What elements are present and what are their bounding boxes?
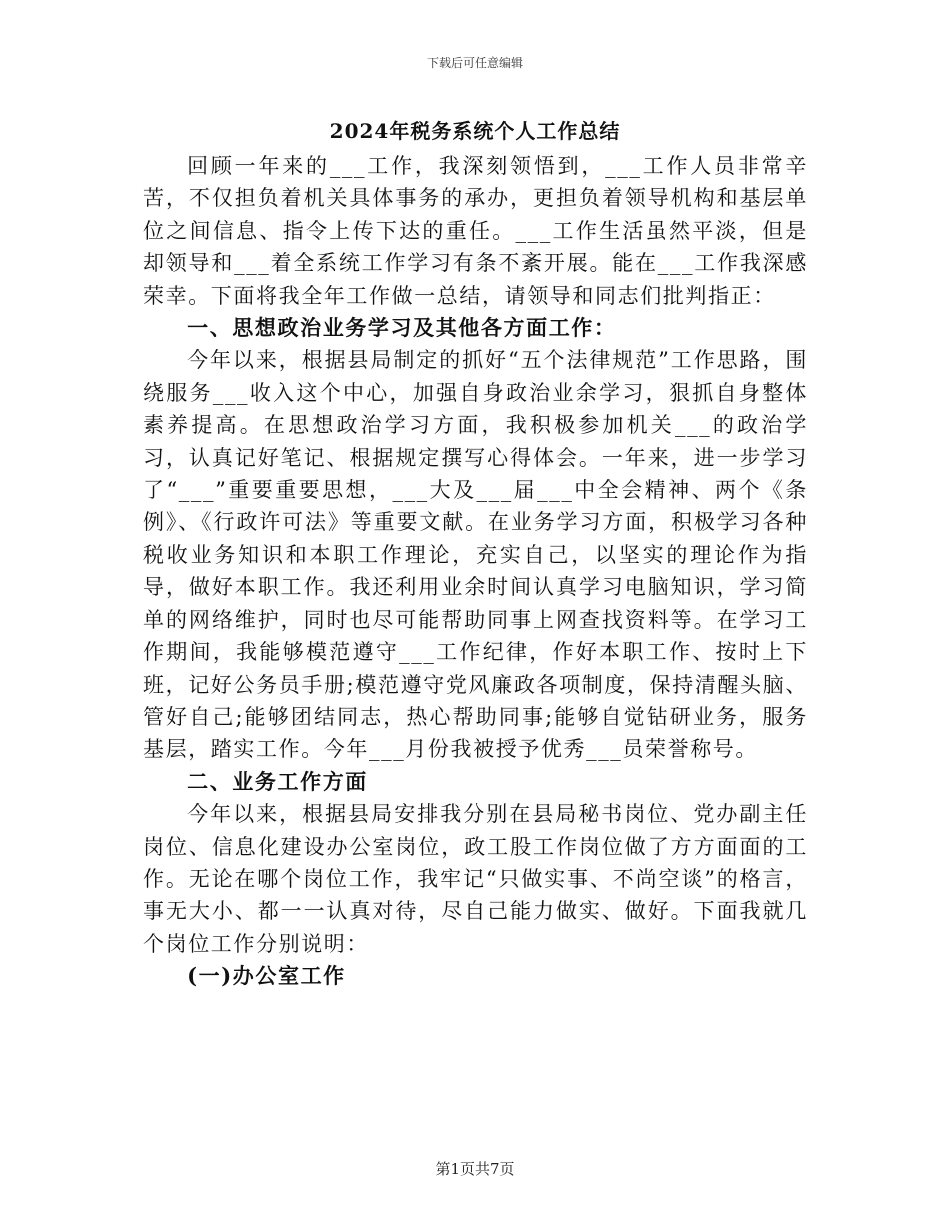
document-title: 2024年税务系统个人工作总结 [329,119,621,143]
page-header-note: 下载后可任意编辑 [426,56,523,70]
paragraph-study: 今年以来，根据县局制定的抓好“五个法律规范”工作思路，围绕服务___收入这个中心，加强自身政治业余学习，狠抓自身整体素养提高。在思想政治学习方面，我积极参加机关___的政治学习，认真记好笔记、根据规定撰写心得体会。一年来，进一步学习了“___”重要重要思想，___大及___届___中全会精神、两个《条例》、《行政许可法》等重要文献。在业务学习方面，积极学习各种税收业务知识和本职工作理论，充实自己，以坚实的理论作为指导，做好本职工作。我还利用业余时间认真学习电脑知识，学习简单的网络维护，同时也尽可能帮助同事上网查找资料等。在学习工作期间，我能够模范遵守___工作纪律，作好本职工作、按时上下班，记好公务员手册;模范遵守党风廉政各项制度，保持清醒头脑、管好自己;能够团结同志，热心帮助同事;能够自觉钻研业务，服务基层，踏实工作。今年___月份我被授予优秀___员荣誉称号。 [143,348,808,762]
subsection-heading-office: (一)办公室工作 [187,963,346,989]
document-body [143,150,808,993]
paragraph-intro: 回顾一年来的___工作，我深刻领悟到，___工作人员非常辛苦，不仅担负着机关具体事务的承办，更担负着领导机构和基层单位之间信息、指令上传下达的重任。___工作生活虽然平淡，但是却领导和___着全系统工作学习有条不紊开展。能在___工作我深感荣幸。下面将我全年工作做一总结，请领导和同志们批判指正： [143,154,808,308]
paragraph-business: 今年以来，根据县局安排我分别在县局秘书岗位、党办副主任岗位、信息化建设办公室岗位，政工股工作岗位做了方方面面的工作。无论在哪个岗位工作，我牢记“只做实事、不尚空谈”的格言，事无大小、都一一认真对待，尽自己能力做实、做好。下面我就几个岗位工作分别说明： [143,802,808,956]
section-heading-1: 一、思想政治业务学习及其他各方面工作： [187,315,617,341]
page-number: 第1页共7页 [435,1160,515,1178]
section-heading-2: 二、业务工作方面 [187,768,368,794]
